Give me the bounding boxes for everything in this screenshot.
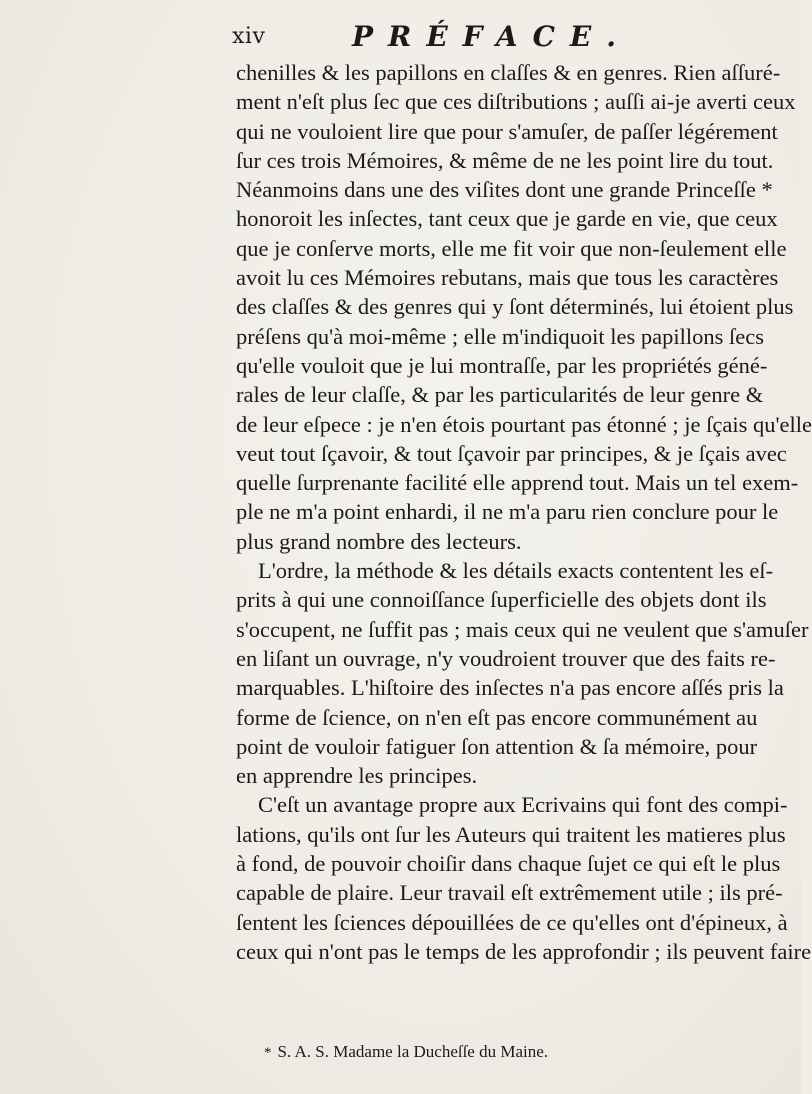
text-line: Néanmoins dans une des viſites dont une grande Princeſſe *: [236, 177, 773, 203]
text-line: des claſſes & des genres qui y ſont déterminés, lui étoient plus: [236, 294, 794, 320]
text-line: lations, qu'ils ont ſur les Auteurs qui traitent les matieres plus: [236, 821, 786, 847]
text-line: ment n'eſt plus ſec que ces diſtributions ; auſſi ai-je averti ceux: [236, 89, 796, 115]
text-line: prits à qui une connoiſſance ſuperficielle des objets dont ils: [236, 587, 767, 613]
text-line: en liſant un ouvrage, n'y voudroient trouver que des faits re-: [236, 645, 776, 671]
text-line: quelle ſurprenante facilité elle apprend tout. Mais un tel exem-: [236, 470, 799, 496]
text-line: L'ordre, la méthode & les détails exacts contentent les eſ-: [258, 558, 774, 584]
text-line: C'eſt un avantage propre aux Ecrivains qui font des compi-: [258, 792, 788, 818]
text-line: s'occupent, ne ſuffit pas ; mais ceux qui ne veulent que s'amuſer: [236, 616, 809, 642]
text-line: en apprendre les principes.: [236, 763, 478, 789]
text-line: chenilles & les papillons en claſſes & en genres. Rien aſſuré-: [236, 60, 781, 85]
text-line: rales de leur claſſe, & par les particularités de leur genre &: [236, 382, 764, 408]
text-line: qui ne vouloient lire que pour s'amuſer, de paſſer légérement: [236, 118, 778, 144]
running-title: PRÉFACE.: [352, 20, 632, 53]
text-line: marquables. L'hiſtoire des inſectes n'a pas encore aſſés pris la: [236, 675, 784, 701]
footnote-text: S. A. S. Madame la Ducheſſe du Maine.: [277, 1042, 549, 1061]
footnote: [264, 1042, 548, 1062]
text-line: forme de ſcience, on n'en eſt pas encore communément au: [236, 704, 758, 730]
text-line: ſur ces trois Mémoires, & même de ne les point lire du tout.: [236, 147, 774, 173]
text-line: ple ne m'a point enhardi, il ne m'a paru rien conclure pour le: [236, 499, 779, 525]
footnote-mark: *: [264, 1045, 272, 1061]
text-line: ſentent les ſciences dépouillées de ce qu'elles ont d'épineux, à: [236, 909, 788, 935]
text-line: point de vouloir fatiguer ſon attention & ſa mémoire, pour: [236, 733, 758, 759]
text-line: veut tout ſçavoir, & tout ſçavoir par principes, & je ſçais avec: [236, 440, 787, 466]
page-header: [0, 20, 801, 60]
text-line: de leur eſpece : je n'en étois pourtant pas étonné ; je ſçais qu'elle: [236, 411, 812, 437]
page-number: xiv: [232, 24, 266, 49]
text-line: plus grand nombre des lecteurs.: [236, 528, 522, 554]
text-line: préſens qu'à moi-même ; elle m'indiquoit les papillons ſecs: [236, 323, 764, 349]
text-line: capable de plaire. Leur travail eſt extrêmement utile ; ils pré-: [236, 880, 783, 906]
text-line: à fond, de pouvoir choiſir dans chaque ſujet ce qui eſt le plus: [236, 851, 781, 877]
text-line: qu'elle vouloit que je lui montraſſe, par les propriétés géné-: [236, 352, 768, 378]
body-text: [236, 58, 812, 966]
text-line: que je conſerve morts, elle me fit voir que non-ſeulement elle: [236, 235, 787, 261]
text-line: honoroit les inſectes, tant ceux que je garde en vie, que ceux: [236, 206, 778, 232]
text-line: ceux qui n'ont pas le temps de les approfondir ; ils peuvent faire: [236, 938, 812, 964]
text-line: avoit lu ces Mémoires rebutans, mais que tous les caractères: [236, 265, 779, 291]
